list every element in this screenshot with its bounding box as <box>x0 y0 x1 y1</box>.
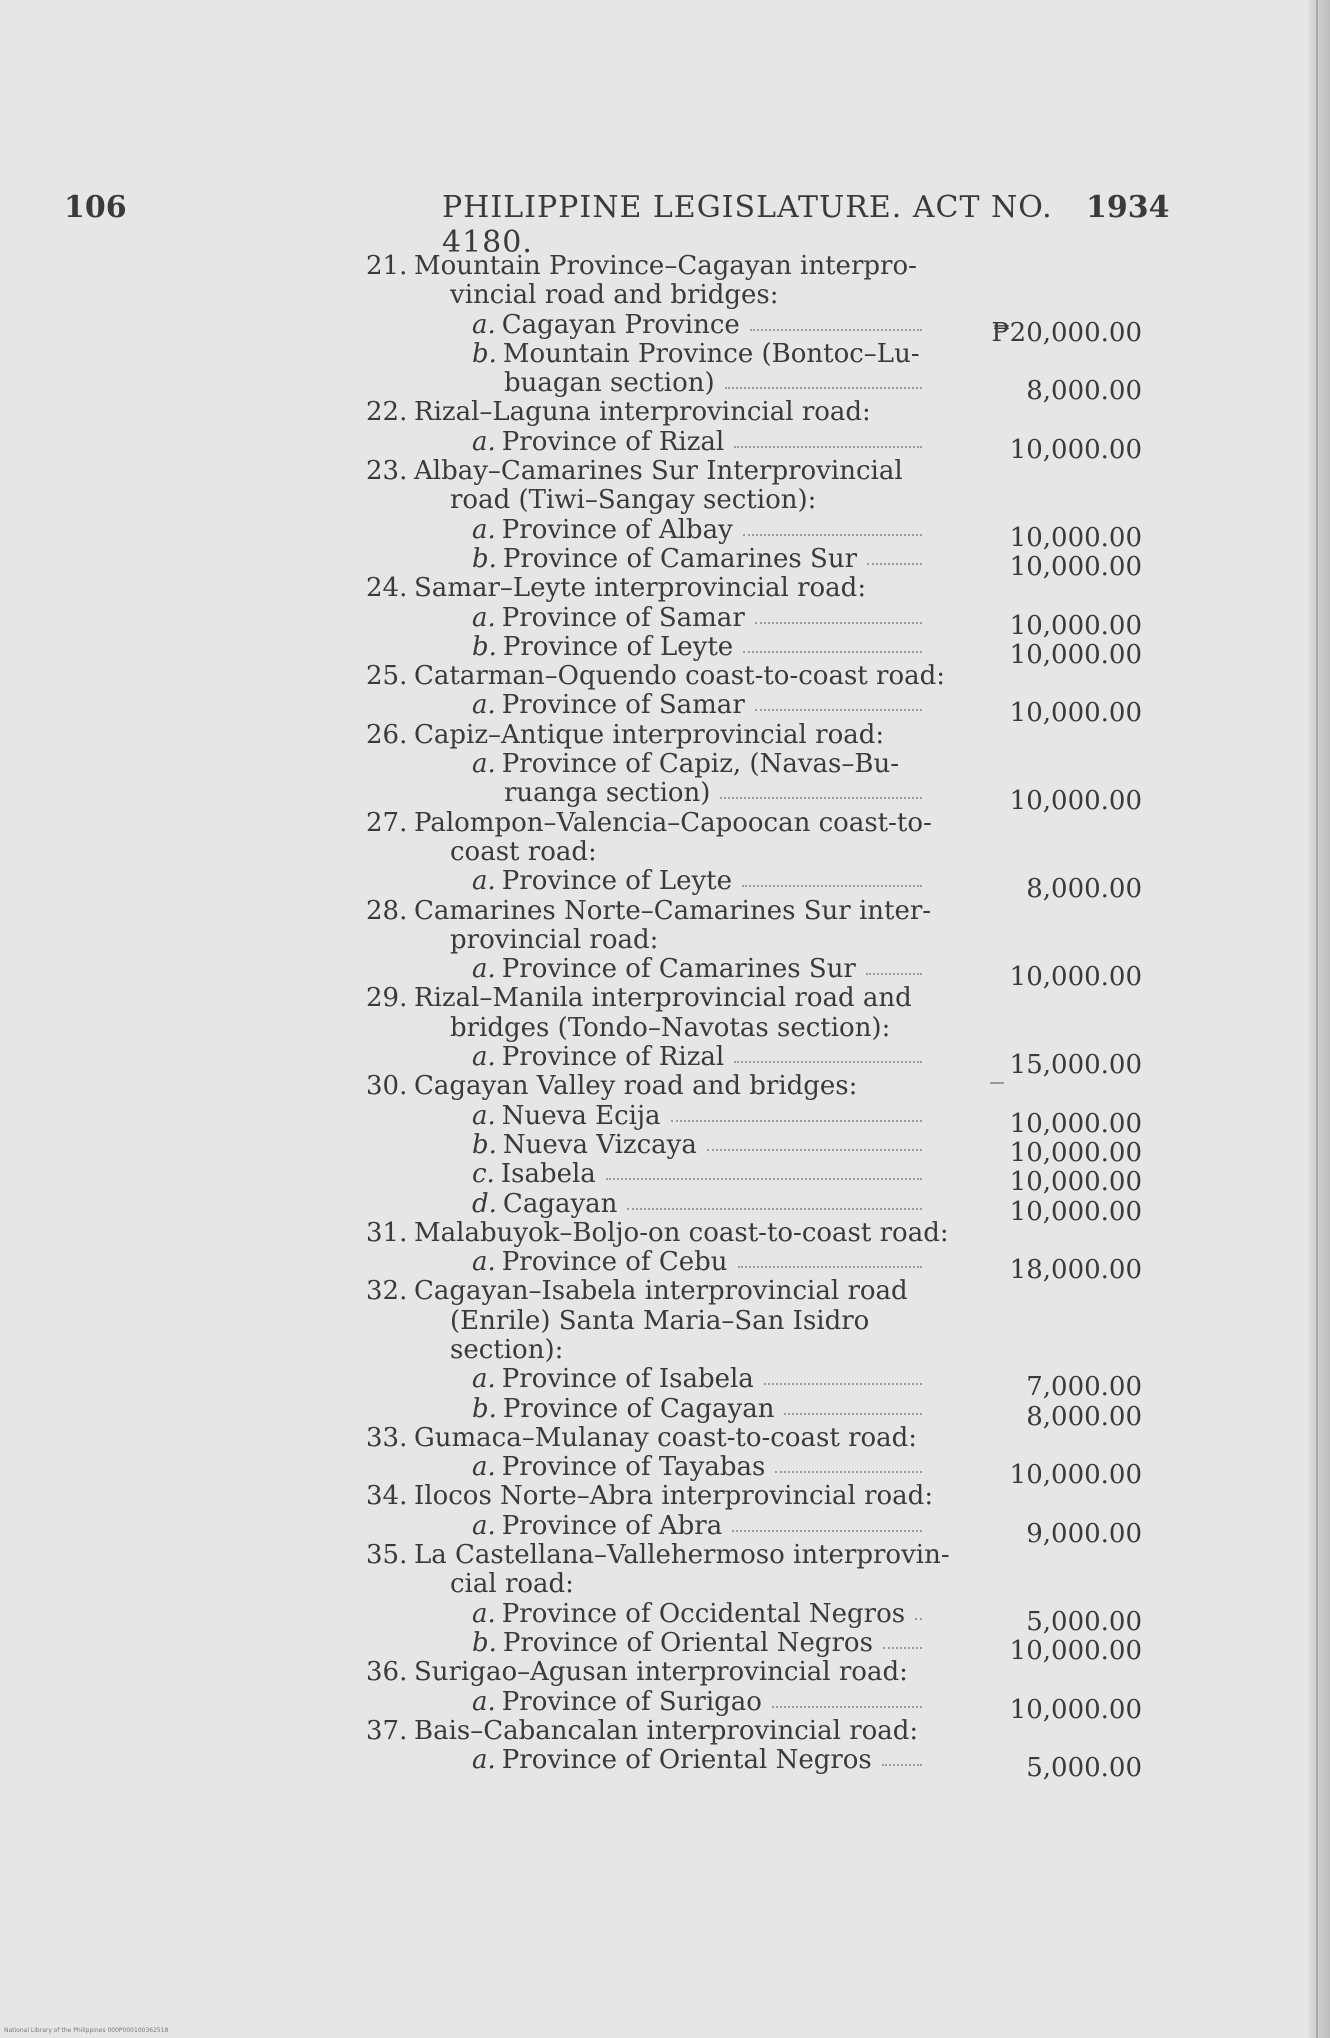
dot-leader <box>750 329 922 331</box>
road-entry-heading <box>352 897 1142 926</box>
sub-item-label: Cagayan <box>502 1188 618 1219</box>
entry-title-continuation <box>352 1307 1142 1336</box>
sub-item-label: Province of Samar <box>501 602 745 633</box>
dot-leader <box>882 1764 922 1766</box>
entry-number: 26. <box>366 719 408 750</box>
entry-title: Capiz–Antique interprovincial road: <box>414 719 885 750</box>
entry-title: Cagayan–Isabela interprovincial road <box>414 1276 908 1307</box>
entry-number: 27. <box>366 807 408 838</box>
entry-title-line: (Enrile) Santa Maria–San Isidro <box>450 1305 870 1336</box>
sub-item-row <box>352 1686 1142 1725</box>
entry-title-line: coast road: <box>450 836 597 867</box>
sub-item-amount: ₱20,000.00 <box>991 317 1142 348</box>
entry-title-line: vincial road and bridges: <box>450 280 779 311</box>
entry-title-line: road (Tiwi–Sangay section): <box>450 485 817 516</box>
sub-item-letter: a. <box>472 1510 496 1541</box>
sub-item-row <box>352 340 1142 369</box>
appropriation-list <box>352 251 1142 1784</box>
sub-item-label: Nueva Vizcaya <box>502 1129 697 1160</box>
road-entry-heading <box>352 1482 1142 1511</box>
sub-item-row <box>352 1129 1142 1168</box>
sub-item-label: buagan section) <box>504 368 715 399</box>
dot-leader <box>734 1061 922 1063</box>
sub-item-label: Mountain Province (Bontoc–Lu- <box>502 338 920 369</box>
entry-number: 31. <box>366 1217 408 1248</box>
dot-leader <box>867 563 922 565</box>
sub-item-row <box>352 1393 1142 1432</box>
dot-leader <box>915 1618 922 1620</box>
road-entry-heading <box>352 1072 1142 1101</box>
entry-title-continuation <box>352 1570 1142 1599</box>
entry-title: Gumaca–Mulanay coast-to-coast road: <box>414 1422 918 1453</box>
sub-item-amount: 10,000.00 <box>1009 610 1142 641</box>
sub-item-amount: 10,000.00 <box>1009 1167 1142 1198</box>
stray-mark <box>990 1082 1004 1084</box>
entry-title-line: provincial road: <box>450 924 659 955</box>
entry-title: Mountain Province–Cagayan interpro- <box>414 251 917 281</box>
sub-item-amount: 10,000.00 <box>1009 1137 1142 1168</box>
entry-title: Surigao–Agusan interprovincial road: <box>414 1657 908 1688</box>
sub-item-row <box>352 1745 1142 1784</box>
road-entry-heading <box>352 1658 1142 1687</box>
sub-item-amount: 15,000.00 <box>1009 1050 1142 1081</box>
sub-item-letter: a. <box>472 514 496 545</box>
dot-leader <box>742 885 922 887</box>
road-entry-heading <box>352 252 1142 281</box>
sub-item-amount: 7,000.00 <box>1026 1372 1142 1403</box>
dot-leader <box>755 622 922 624</box>
sub-item-letter: a. <box>472 866 496 897</box>
sub-item-row <box>352 631 1142 670</box>
sub-item-amount: 5,000.00 <box>1026 1753 1142 1784</box>
entry-title-continuation <box>352 838 1142 867</box>
entry-title: Samar–Leyte interprovincial road: <box>414 573 867 604</box>
sub-item-label: Isabela <box>500 1159 596 1190</box>
dot-leader <box>743 651 922 653</box>
road-entry-heading <box>352 984 1142 1013</box>
entry-title-continuation <box>352 486 1142 515</box>
sub-item-letter: a. <box>472 1042 496 1073</box>
sub-item-letter: a. <box>472 954 496 985</box>
sub-item-amount: 10,000.00 <box>1009 434 1142 465</box>
sub-item-row <box>352 954 1142 993</box>
dot-leader <box>755 709 922 711</box>
sub-item-label: Province of Rizal <box>501 426 725 457</box>
sub-item-letter: a. <box>472 426 496 457</box>
page-number: 106 <box>64 190 127 225</box>
sub-item-letter: b. <box>472 1393 497 1424</box>
sub-item-letter: b. <box>472 543 497 574</box>
road-entry-heading <box>352 1219 1142 1248</box>
sub-item-label: Province of Oriental Negros <box>501 1745 872 1776</box>
entry-title-continuation <box>352 281 1142 310</box>
sub-item-amount: 10,000.00 <box>1009 522 1142 553</box>
road-entry-heading <box>352 1424 1142 1453</box>
sub-item-row <box>352 750 1142 779</box>
sub-item-amount: 10,000.00 <box>1009 1108 1142 1139</box>
dot-leader <box>772 1706 922 1708</box>
road-entry-heading <box>352 662 1142 691</box>
sub-item-row <box>352 1188 1142 1227</box>
dot-leader <box>775 1471 922 1473</box>
sub-item-row <box>352 866 1142 905</box>
sub-item-row <box>352 543 1142 582</box>
dot-leader <box>784 1413 922 1415</box>
entry-number: 25. <box>366 661 408 692</box>
entry-title-line: section): <box>450 1334 564 1365</box>
sub-item-letter: b. <box>472 1627 497 1658</box>
dot-leader <box>734 446 922 448</box>
sub-item-letter: a. <box>472 309 496 340</box>
sub-item-amount: 8,000.00 <box>1026 1401 1142 1432</box>
dot-leader <box>866 973 922 975</box>
entry-number: 32. <box>366 1276 408 1307</box>
sub-item-amount: 10,000.00 <box>1009 1694 1142 1725</box>
sub-item-amount: 18,000.00 <box>1009 1255 1142 1286</box>
sub-item-amount: 8,000.00 <box>1026 376 1142 407</box>
sub-item-row <box>352 778 1142 817</box>
sub-item-letter: a. <box>472 1745 496 1776</box>
page-header <box>64 190 1170 260</box>
entry-number: 28. <box>366 895 408 926</box>
entry-number: 30. <box>366 1071 408 1102</box>
sub-item-row <box>352 1627 1142 1666</box>
entry-number: 29. <box>366 983 408 1014</box>
entry-number: 34. <box>366 1481 408 1512</box>
sub-item-label: Province of Capiz, (Navas–Bu- <box>501 749 899 780</box>
sub-item-label: Province of Occidental Negros <box>501 1598 906 1629</box>
sub-item-row <box>352 1247 1142 1286</box>
sub-item-amount: 5,000.00 <box>1026 1606 1142 1637</box>
entry-title: Malabuyok–Boljo-on coast-to-coast road: <box>414 1217 949 1248</box>
sub-item-label: Province of Isabela <box>501 1364 754 1395</box>
dot-leader <box>725 387 922 389</box>
sub-item-label: Province of Cagayan <box>502 1393 775 1424</box>
sub-item-amount: 8,000.00 <box>1026 874 1142 905</box>
sub-item-letter: a. <box>472 1686 496 1717</box>
sub-item-label: Province of Camarines Sur <box>501 954 856 985</box>
dot-leader <box>743 534 922 536</box>
sub-item-row <box>352 368 1142 407</box>
sub-item-letter: b. <box>472 1129 497 1160</box>
sub-item-amount: 10,000.00 <box>1009 962 1142 993</box>
entry-number: 35. <box>366 1540 408 1571</box>
sub-item-row <box>352 426 1142 465</box>
sub-item-row <box>352 1100 1142 1139</box>
sub-item-label: Province of Tayabas <box>501 1452 766 1483</box>
sub-item-amount: 10,000.00 <box>1009 639 1142 670</box>
entry-number: 37. <box>366 1715 408 1746</box>
sub-item-row <box>352 514 1142 553</box>
sub-item-row <box>352 602 1142 641</box>
road-entry-heading <box>352 574 1142 603</box>
entry-title-continuation <box>352 926 1142 955</box>
dot-leader <box>671 1120 922 1122</box>
entry-title: Albay–Camarines Sur Interprovincial <box>414 456 903 487</box>
sub-item-letter: c. <box>472 1159 495 1190</box>
dot-leader <box>883 1647 922 1649</box>
scan-footer-note: National Library of the Philippines 000P000100362518 <box>4 2027 169 2034</box>
entry-title-continuation <box>352 1014 1142 1043</box>
dot-leader <box>606 1178 922 1180</box>
sub-item-label: Province of Samar <box>501 690 745 721</box>
sub-item-label: Province of Rizal <box>501 1042 725 1073</box>
sub-item-label: Province of Leyte <box>501 866 733 897</box>
sub-item-row <box>352 1042 1142 1081</box>
sub-item-row <box>352 1452 1142 1491</box>
sub-item-amount: 10,000.00 <box>1009 1460 1142 1491</box>
sub-item-label: Cagayan Province <box>501 309 740 340</box>
sub-item-row <box>352 1510 1142 1549</box>
sub-item-amount: 10,000.00 <box>1009 551 1142 582</box>
entry-title: La Castellana–Vallehermoso interprovin- <box>414 1540 950 1571</box>
dot-leader <box>627 1208 922 1210</box>
sub-item-letter: b. <box>472 631 497 662</box>
sub-item-letter: a. <box>472 1598 496 1629</box>
entry-number: 22. <box>366 397 408 428</box>
entry-title: Bais–Cabancalan interprovincial road: <box>414 1715 919 1746</box>
entry-title: Rizal–Manila interprovincial road and <box>414 983 912 1014</box>
sub-item-letter: a. <box>472 690 496 721</box>
running-head: PHILIPPINE LEGISLATURE. ACT NO. 4180. <box>442 190 1053 260</box>
sub-item-letter: a. <box>472 1100 496 1131</box>
entry-title: Camarines Norte–Camarines Sur inter- <box>414 895 932 926</box>
entry-number: 36. <box>366 1657 408 1688</box>
sub-item-row <box>352 690 1142 729</box>
entry-title-line: cial road: <box>450 1569 574 1600</box>
sub-item-amount: 10,000.00 <box>1009 698 1142 729</box>
sub-item-label: Province of Cebu <box>501 1247 728 1278</box>
dot-leader <box>738 1266 922 1268</box>
entry-title: Catarman–Oquendo coast-to-coast road: <box>414 661 946 692</box>
sub-item-label: Province of Abra <box>501 1510 723 1541</box>
entry-title-continuation <box>352 1336 1142 1365</box>
road-entry-heading <box>352 809 1142 838</box>
sub-item-letter: d. <box>472 1188 497 1219</box>
sub-item-amount: 10,000.00 <box>1009 1635 1142 1666</box>
sub-item-row <box>352 1159 1142 1198</box>
sub-item-label: Province of Camarines Sur <box>502 543 858 574</box>
entry-title-line: bridges (Tondo–Navotas section): <box>450 1012 891 1043</box>
road-entry-heading <box>352 457 1142 486</box>
sub-item-letter: b. <box>472 338 497 369</box>
sub-item-row <box>352 1598 1142 1637</box>
entry-title: Ilocos Norte–Abra interprovincial road: <box>414 1481 934 1512</box>
entry-number: 24. <box>366 573 408 604</box>
road-entry-heading <box>352 1277 1142 1306</box>
entry-number: 23. <box>366 456 408 487</box>
sub-item-letter: a. <box>472 1452 496 1483</box>
entry-number: 21. <box>366 251 408 281</box>
road-entry-heading <box>352 1541 1142 1570</box>
sub-item-label: Province of Albay <box>501 514 733 545</box>
sub-item-letter: a. <box>472 1247 496 1278</box>
dot-leader <box>764 1383 922 1385</box>
entry-title: Palompon–Valencia–Capoocan coast-to- <box>414 807 932 838</box>
running-year: 1934 <box>1086 190 1170 225</box>
sub-item-label: ruanga section) <box>504 778 711 809</box>
road-entry-heading <box>352 398 1142 427</box>
sub-item-amount: 10,000.00 <box>1009 1196 1142 1227</box>
sub-item-letter: a. <box>472 749 496 780</box>
sub-item-amount: 10,000.00 <box>1009 786 1142 817</box>
road-entry-heading <box>352 1717 1142 1746</box>
sub-item-label: Nueva Ecija <box>501 1100 661 1131</box>
sub-item-letter: a. <box>472 1364 496 1395</box>
dot-leader <box>707 1149 922 1151</box>
entry-title: Cagayan Valley road and bridges: <box>414 1071 858 1102</box>
dot-leader <box>720 797 922 799</box>
entry-title: Rizal–Laguna interprovincial road: <box>414 397 871 428</box>
dot-leader <box>732 1530 922 1532</box>
sub-item-amount: 9,000.00 <box>1026 1518 1142 1549</box>
page-edge-shadow <box>1308 0 1330 2038</box>
sub-item-label: Province of Leyte <box>502 631 734 662</box>
sub-item-row <box>352 1364 1142 1403</box>
sub-item-label: Province of Surigao <box>501 1686 762 1717</box>
entry-number: 33. <box>366 1422 408 1453</box>
road-entry-heading <box>352 721 1142 750</box>
sub-item-letter: a. <box>472 602 496 633</box>
sub-item-label: Province of Oriental Negros <box>502 1627 873 1658</box>
sub-item-row <box>352 309 1142 348</box>
